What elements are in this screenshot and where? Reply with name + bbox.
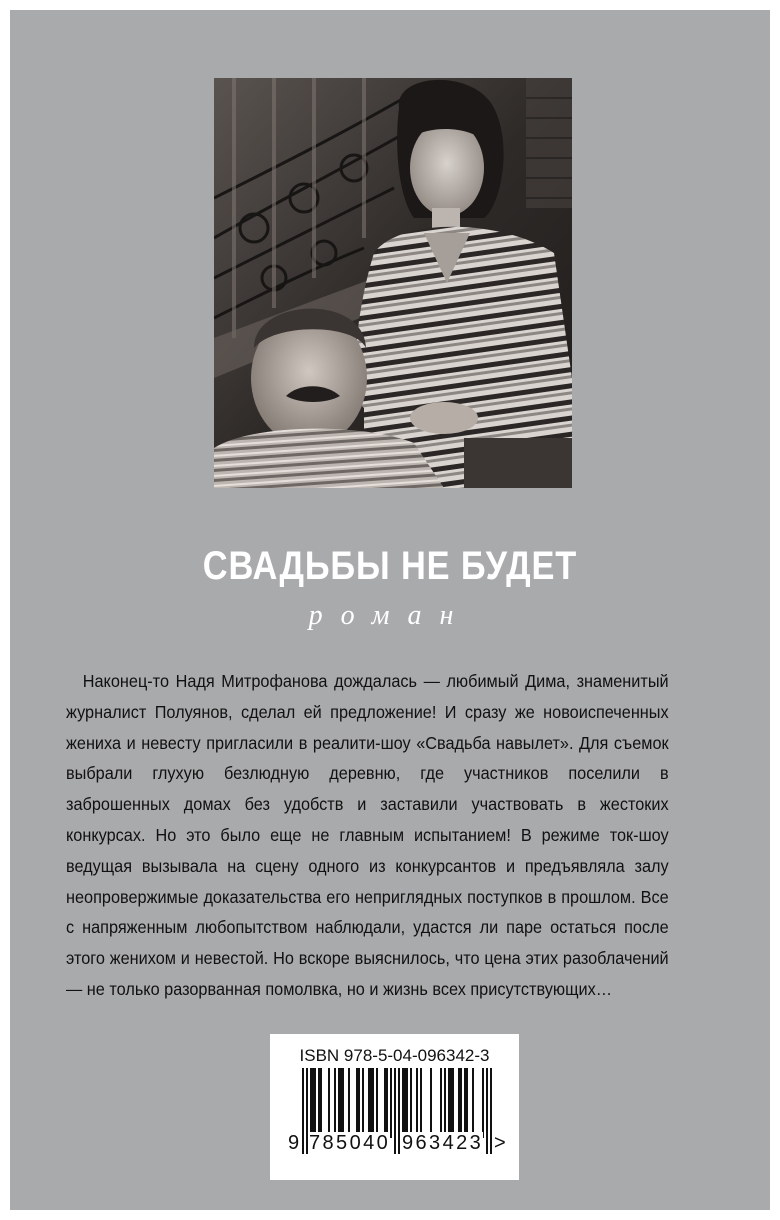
barcode-bar [362, 1068, 364, 1138]
barcode-bar [410, 1068, 412, 1138]
barcode-bar [328, 1068, 330, 1138]
barcode-bar [310, 1068, 312, 1138]
barcode-bar [458, 1068, 460, 1138]
barcode-bar [416, 1068, 418, 1138]
isbn-label: ISBN 978-5-04-096342-3 [299, 1046, 490, 1065]
author-photo-icon [214, 78, 572, 488]
barcode-bar [338, 1068, 340, 1138]
author-photo [214, 78, 572, 488]
barcode-bar [402, 1068, 404, 1138]
ean-first-digit: 9 [288, 1132, 302, 1154]
barcode-bar [342, 1068, 344, 1138]
barcode-bar [318, 1068, 320, 1138]
barcode-bar [472, 1068, 474, 1138]
barcode-bar [334, 1068, 336, 1138]
barcode-bar [406, 1068, 408, 1138]
ean-digits [270, 1132, 519, 1158]
barcode-bar [448, 1068, 450, 1138]
barcode-bar [386, 1068, 388, 1138]
ean-right-digits: 963423 [402, 1132, 484, 1154]
barcode-bar [384, 1068, 386, 1138]
barcode-bar [430, 1068, 432, 1138]
barcode-bar [420, 1068, 422, 1138]
barcode-panel [270, 1034, 519, 1180]
barcode-bar [358, 1068, 360, 1138]
barcode-bar [464, 1068, 466, 1138]
ean-left-digits: 785040 [309, 1132, 391, 1154]
barcode-bar [368, 1068, 370, 1138]
barcode-bar [452, 1068, 454, 1138]
barcode-bar [466, 1068, 468, 1138]
barcode-bar [340, 1068, 342, 1138]
book-title: СВАДЬБЫ НЕ БУДЕТ [202, 544, 578, 588]
back-cover [10, 10, 770, 1210]
barcode-bar [482, 1068, 484, 1138]
barcode-bar [444, 1068, 446, 1138]
barcode-bar [314, 1068, 316, 1138]
barcode-bar [370, 1068, 372, 1138]
barcode-bar [376, 1068, 378, 1138]
barcode-bar [312, 1068, 314, 1138]
barcode-bar [404, 1068, 406, 1138]
barcode-bar [320, 1068, 322, 1138]
ean-end-marker: > [494, 1132, 509, 1154]
barcode-bar [440, 1068, 442, 1138]
barcode-bar [450, 1068, 452, 1138]
barcode-bar [356, 1068, 358, 1138]
barcode-bar [372, 1068, 374, 1138]
barcode-bar [460, 1068, 462, 1138]
barcode-bar [390, 1068, 392, 1138]
book-blurb: Наконец-то Надя Митрофанова дождалась — любимый Дима, знаменитый журналист Полуянов, сделал ей предложение! И сразу же новоиспеченных жениха и невесту пригласили в реалити-шоу «Свадьба навылет». Для съемок выбрали глухую безлюдную деревню, где участников поселили в заброшенных домах без удобств и заставили участвовать в жестоких конкурсах. Но это было еще не главным испытанием! В режиме ток-шоу ведущая вызывала на сцену одного из конкурсантов и предъявляла залу неопровержимые доказательства его неприглядных поступков в прошлом. Все с напряженным любопытством наблюдали, удастся ли паре остаться после этого женихом и невестой. Но вскоре выяснилось, что цена этих разоблачений — не только разорванная помолвка, но и жизнь всех присутствующих… [66, 671, 669, 999]
book-subtitle: роман [308, 600, 472, 631]
barcode-bar [348, 1068, 350, 1138]
